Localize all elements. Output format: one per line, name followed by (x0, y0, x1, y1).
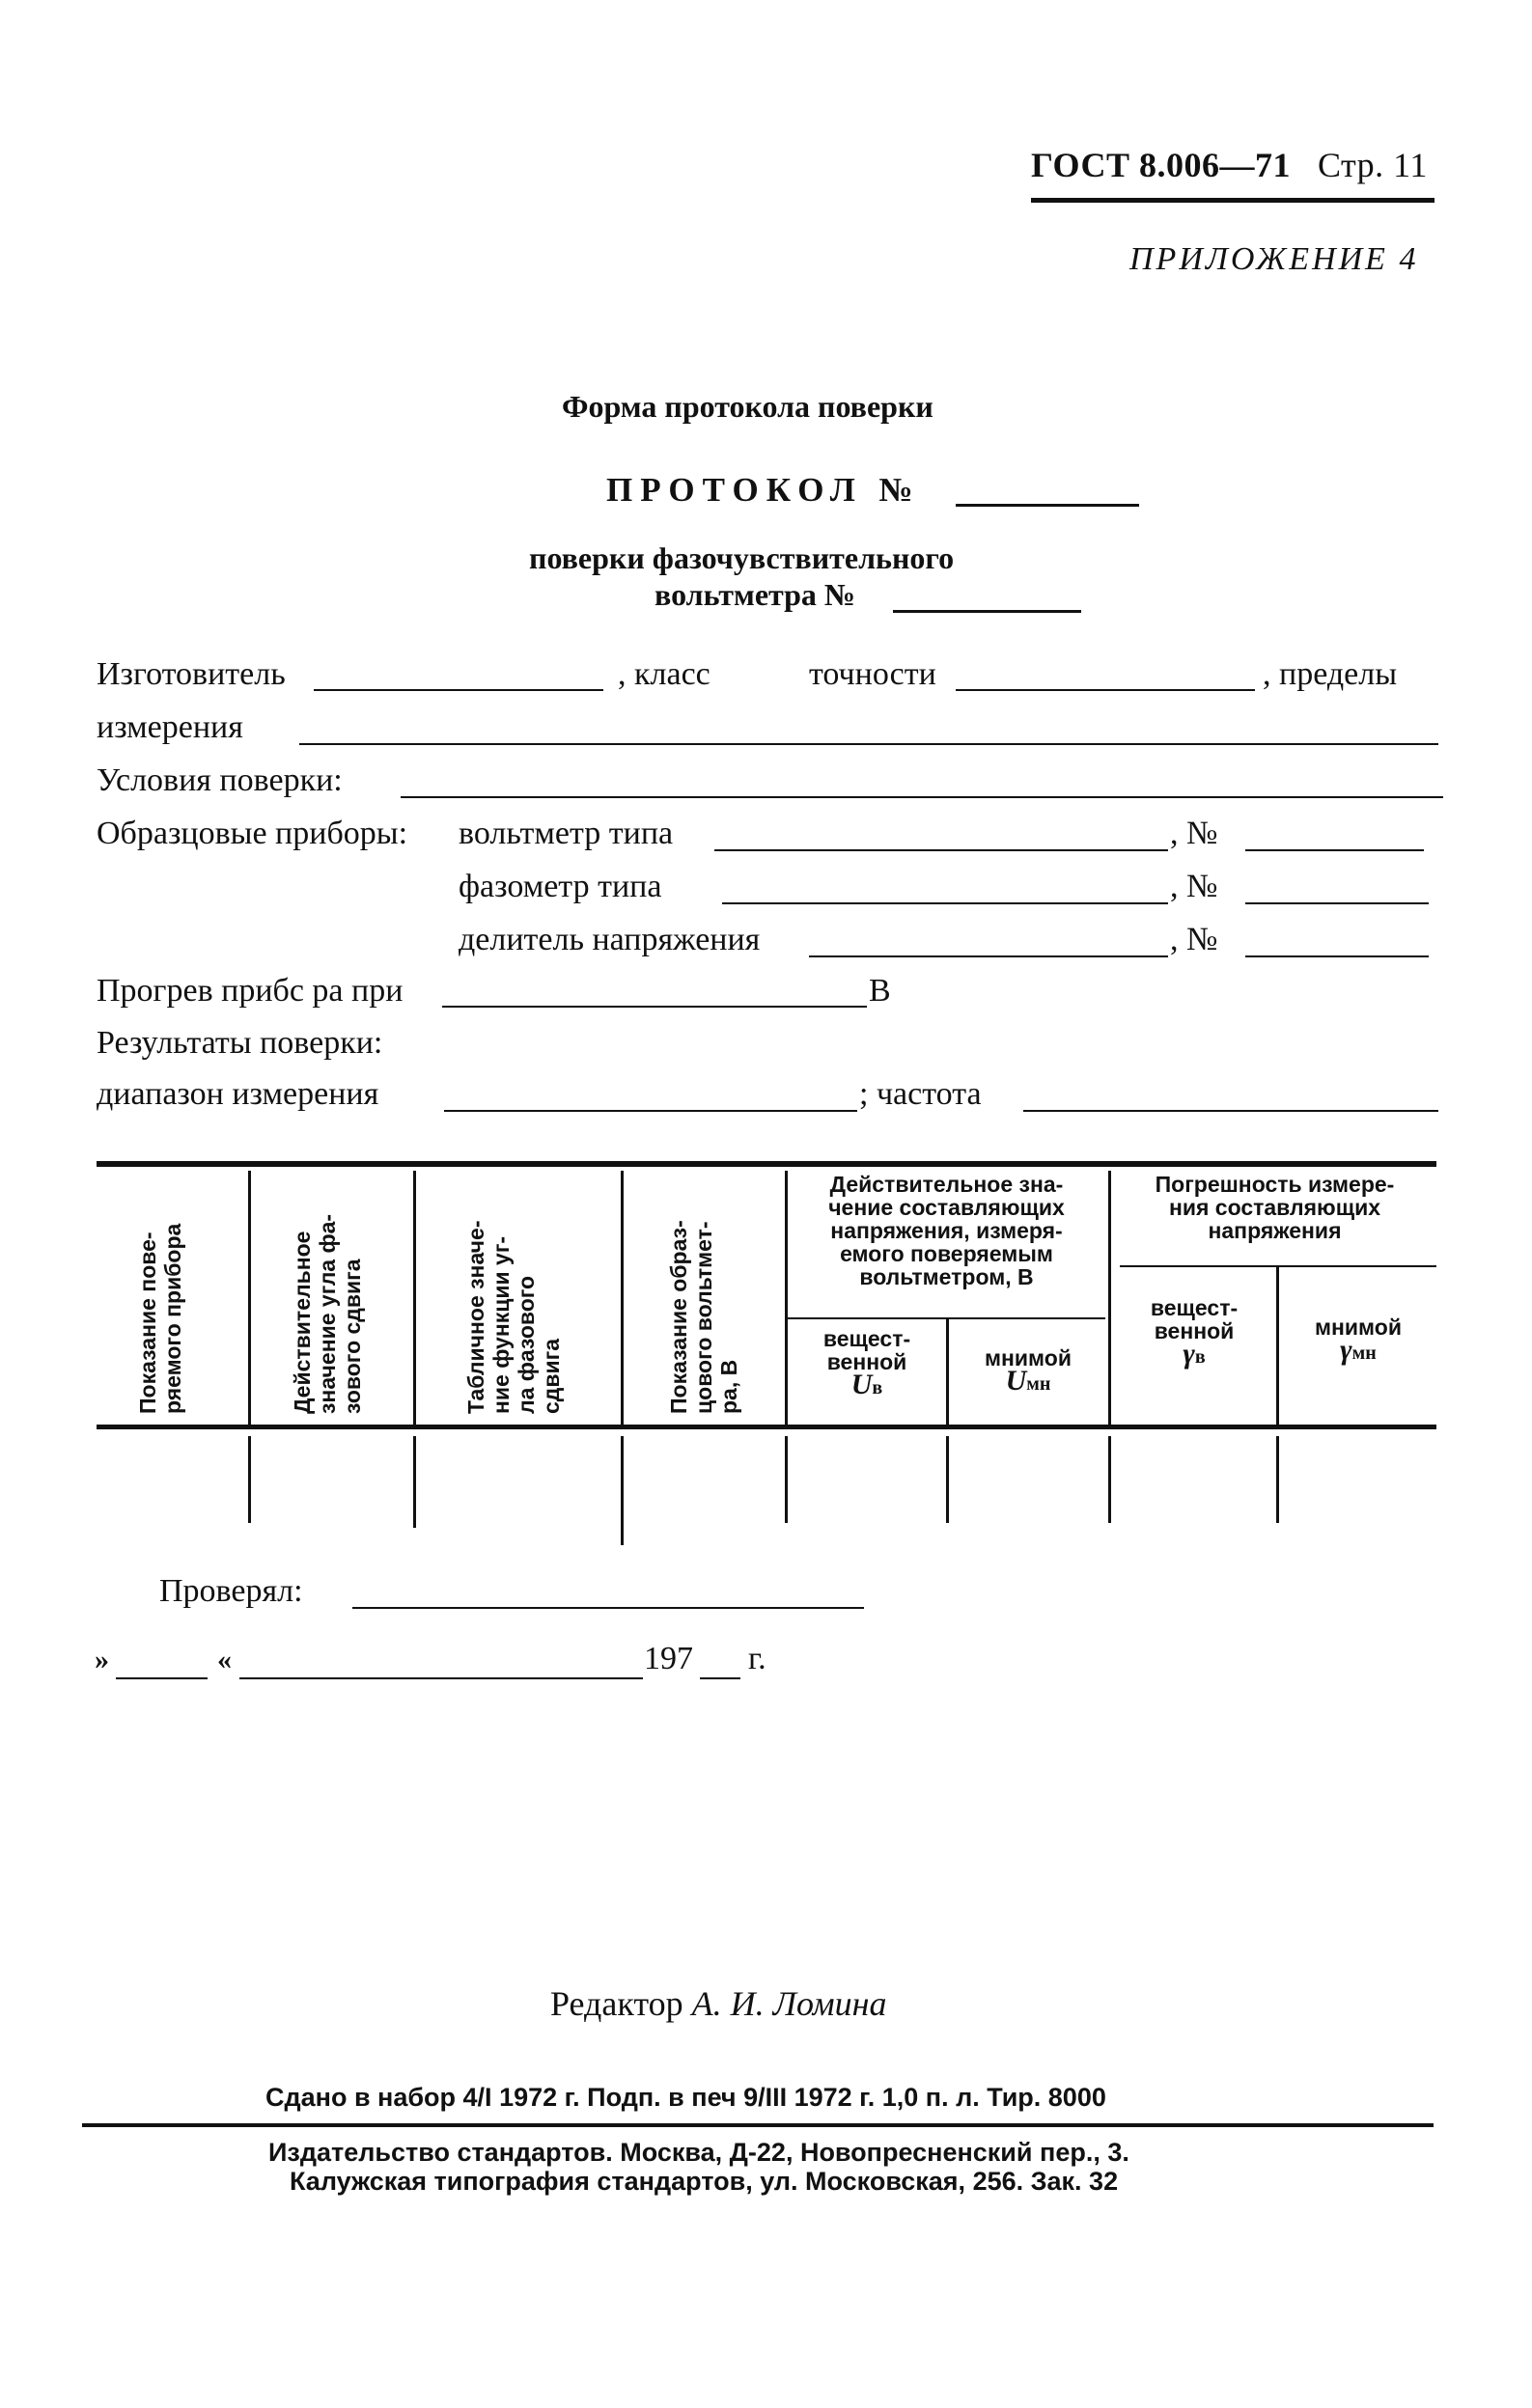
col-header-actual-angle: Действительное значение угла фа- зового сдвига (290, 1213, 365, 1414)
limits-blank[interactable] (299, 743, 1438, 745)
real-error-subscript: в (1194, 1346, 1206, 1368)
editor-credit (550, 1983, 886, 2024)
voltage-divider-blank[interactable] (809, 955, 1168, 957)
limits-label: , пределы (1263, 656, 1398, 692)
checked-by-blank[interactable] (352, 1607, 864, 1609)
manufacturer-label: Изготовитель (97, 656, 286, 692)
warmup-blank[interactable] (442, 1006, 867, 1008)
subheader-imag-voltage (950, 1346, 1106, 1396)
phasemeter-type-blank[interactable] (722, 902, 1168, 904)
accuracy-class-label-2: точности (809, 656, 936, 692)
group-header-actual-values: Действительное зна- чение составляющих напряжения, измеря- емого поверяемым вольтметром, В (828, 1172, 1065, 1289)
body-divider (946, 1436, 949, 1523)
table-header-rule (97, 1425, 1436, 1429)
date-open-quote: » (95, 1644, 109, 1675)
verification-table (97, 1161, 1436, 1545)
imag-voltage-symbol: U (1005, 1365, 1027, 1397)
col-divider (946, 1317, 949, 1425)
body-divider (621, 1436, 624, 1545)
voltmeter-number-field[interactable] (1245, 849, 1424, 851)
accuracy-class-label: , класс (618, 656, 710, 692)
phasemeter-number-label: , № (1170, 869, 1218, 904)
col-divider (413, 1171, 416, 1425)
subheader-real-error-label: вещест- венной (1150, 1295, 1239, 1343)
body-divider (1108, 1436, 1111, 1523)
imag-error-symbol: γ (1340, 1334, 1352, 1366)
date-year: 197 (644, 1641, 693, 1676)
phasemeter-number-field[interactable] (1245, 902, 1429, 904)
publisher-info: Издательство стандартов. Москва, Д-22, Новопресненский пер., 3. (268, 2138, 1129, 2167)
editor-name: А. И. Ломина (691, 1984, 887, 2023)
printer-info: Калужская типография стандартов, ул. Московская, 256. Зак. 32 (290, 2167, 1119, 2196)
appendix-label: ПРИЛОЖЕНИЕ 4 (1129, 241, 1419, 277)
col-divider (248, 1171, 251, 1425)
range-blank[interactable] (444, 1110, 857, 1112)
divider-number-label: , № (1170, 922, 1218, 957)
phasemeter-type-label: фазометр типа (459, 869, 662, 904)
divider-number-field[interactable] (1245, 955, 1429, 957)
subheader-imag-error (1280, 1315, 1436, 1365)
real-voltage-symbol: U (850, 1369, 873, 1400)
subheader-real-voltage-label: вещест- венной (822, 1326, 911, 1374)
col-divider (1108, 1171, 1111, 1425)
date-year-suffix: г. (748, 1641, 766, 1676)
manufacturer-blank[interactable] (314, 689, 603, 691)
measurement-label: измерения (97, 709, 243, 745)
body-divider (248, 1436, 251, 1523)
body-divider (413, 1436, 416, 1528)
col-divider (785, 1171, 788, 1425)
standard-number: ГОСТ 8.006—71 (1031, 146, 1291, 184)
warmup-unit: В (869, 973, 891, 1009)
real-error-symbol: γ (1183, 1338, 1195, 1370)
subheader-real-voltage (790, 1327, 944, 1399)
col-divider (1276, 1265, 1279, 1425)
page-number: Стр. 11 (1317, 146, 1428, 184)
date-month-blank[interactable] (239, 1677, 643, 1679)
body-divider (1276, 1436, 1279, 1523)
protocol-subtitle-2: вольтметра № (655, 577, 856, 612)
subheader-imag-error-label: мнимой (1315, 1315, 1402, 1340)
col-divider (621, 1171, 624, 1425)
voltmeter-number-blank[interactable] (893, 610, 1081, 613)
date-close-quote: « (217, 1644, 232, 1675)
form-title: Форма протокола поверки (562, 389, 933, 424)
voltmeter-type-blank[interactable] (714, 849, 1168, 851)
voltmeter-type-label: вольтметр типа (459, 816, 674, 851)
frequency-label: ; частота (859, 1076, 982, 1112)
conditions-label: Условия поверки: (97, 762, 343, 798)
imag-voltage-subscript: мн (1026, 1373, 1051, 1395)
real-voltage-subscript: в (872, 1377, 883, 1398)
editor-label: Редактор (550, 1984, 683, 2023)
subheader-real-error (1113, 1296, 1275, 1369)
date-day-blank[interactable] (116, 1677, 208, 1679)
page-header (1031, 145, 1428, 185)
subheader-imag-voltage-label: мнимой (985, 1345, 1072, 1370)
protocol-title: ПРОТОКОЛ № (606, 471, 921, 509)
results-label: Результаты поверки: (97, 1025, 383, 1061)
accuracy-class-blank[interactable] (956, 689, 1255, 691)
checked-by-label: Проверял: (159, 1573, 303, 1609)
date-year-blank[interactable] (700, 1677, 740, 1679)
conditions-blank[interactable] (401, 796, 1443, 798)
voltage-divider-label: делитель напряжения (459, 922, 761, 957)
body-divider (785, 1436, 788, 1523)
col-header-table-function: Табличное значе- ние функции уг- ла фазового сдвига (463, 1220, 564, 1414)
reference-instruments-label: Образцовые приборы: (97, 816, 408, 851)
range-label: диапазон измерения (97, 1076, 379, 1112)
table-top-rule (97, 1161, 1436, 1167)
imag-error-subscript: мн (1351, 1342, 1377, 1364)
col-header-reading: Показание пове- ряемого прибора (135, 1223, 185, 1414)
print-info: Сдано в набор 4/I 1972 г. Подп. в печ 9/III 1972 г. 1,0 п. л. Тир. 8000 (265, 2083, 1106, 2112)
voltmeter-number-label: , № (1170, 816, 1218, 851)
col-header-reference-voltmeter: Показание образ- цового вольтмет- ра, В (666, 1220, 741, 1414)
footer-rule (82, 2123, 1434, 2127)
protocol-number-blank[interactable] (956, 504, 1139, 507)
group-header-error: Погрешность измере- ния составляющих напряжения (1155, 1172, 1395, 1243)
warmup-label: Прогрев прибс ра при (97, 973, 404, 1009)
frequency-blank[interactable] (1023, 1110, 1438, 1112)
header-rule (1031, 198, 1435, 203)
protocol-subtitle-1: поверки фазочувствительного (529, 540, 955, 575)
